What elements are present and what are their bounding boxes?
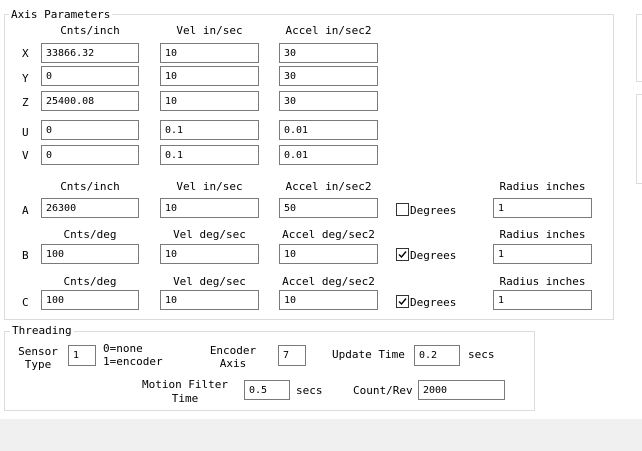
axis-label-a: A	[22, 204, 29, 217]
c-degrees-label[interactable]: Degrees	[410, 296, 457, 309]
x-counts-input[interactable]	[41, 43, 139, 63]
a-degrees-label[interactable]: Degrees	[410, 204, 457, 217]
c-radius-header: Radius inches	[499, 275, 586, 288]
header-counts: Cnts/inch	[60, 24, 120, 37]
c-accel-header: Accel deg/sec2	[282, 275, 375, 288]
b-counts-header: Cnts/deg	[63, 228, 117, 241]
checkmark-icon	[398, 250, 407, 259]
c-degrees-checkbox[interactable]	[396, 295, 409, 308]
update-time-unit: secs	[468, 348, 495, 361]
axis-parameters-title: Axis Parameters	[11, 8, 111, 21]
c-accel-input[interactable]	[279, 290, 378, 310]
a-accel-input[interactable]	[279, 198, 378, 218]
y-counts-input[interactable]	[41, 66, 139, 86]
a-accel-header: Accel in/sec2	[285, 180, 372, 193]
b-accel-header: Accel deg/sec2	[282, 228, 375, 241]
c-vel-input[interactable]	[160, 290, 259, 310]
encoder-axis-label-line1: Encoder	[209, 344, 257, 357]
v-counts-input[interactable]	[41, 145, 139, 165]
right-panel-bottom	[636, 94, 642, 184]
encoder-axis-input[interactable]	[278, 345, 306, 366]
a-vel-input[interactable]	[160, 198, 259, 218]
b-vel-input[interactable]	[160, 244, 259, 264]
axis-label-u: U	[22, 126, 29, 139]
axis-label-z: Z	[22, 96, 29, 109]
axis-label-y: Y	[22, 72, 29, 85]
u-counts-input[interactable]	[41, 120, 139, 140]
sensor-type-input[interactable]	[68, 345, 96, 366]
a-radius-header: Radius inches	[499, 180, 586, 193]
v-accel-input[interactable]	[279, 145, 378, 165]
a-counts-input[interactable]	[41, 198, 139, 218]
sensor-help-none: 0=none	[103, 342, 143, 355]
b-radius-header: Radius inches	[499, 228, 586, 241]
header-accel: Accel in/sec2	[285, 24, 372, 37]
z-counts-input[interactable]	[41, 91, 139, 111]
threading-title: Threading	[12, 324, 72, 337]
a-vel-header: Vel in/sec	[176, 180, 243, 193]
b-degrees-checkbox[interactable]	[396, 248, 409, 261]
encoder-axis-label-line2: Axis	[219, 357, 247, 370]
y-accel-input[interactable]	[279, 66, 378, 86]
u-accel-input[interactable]	[279, 120, 378, 140]
count-rev-input[interactable]	[418, 380, 505, 400]
count-rev-label: Count/Rev	[353, 384, 413, 397]
c-vel-header: Vel deg/sec	[173, 275, 246, 288]
c-counts-input[interactable]	[41, 290, 139, 310]
update-time-label: Update Time	[332, 348, 405, 361]
sensor-type-label-line2: Type	[24, 358, 52, 371]
motion-filter-label-line1: Motion Filter	[141, 378, 229, 391]
x-vel-input[interactable]	[160, 43, 259, 63]
right-panel-top	[636, 14, 642, 82]
c-counts-header: Cnts/deg	[63, 275, 117, 288]
z-accel-input[interactable]	[279, 91, 378, 111]
b-vel-header: Vel deg/sec	[173, 228, 246, 241]
b-counts-input[interactable]	[41, 244, 139, 264]
motion-filter-label-line2: Time	[171, 392, 199, 405]
header-vel: Vel in/sec	[176, 24, 243, 37]
axis-label-v: V	[22, 149, 29, 162]
y-vel-input[interactable]	[160, 66, 259, 86]
b-degrees-label[interactable]: Degrees	[410, 249, 457, 262]
u-vel-input[interactable]	[160, 120, 259, 140]
update-time-input[interactable]	[414, 345, 460, 366]
axis-label-x: X	[22, 47, 29, 60]
b-accel-input[interactable]	[279, 244, 378, 264]
checkmark-icon	[398, 297, 407, 306]
motion-filter-input[interactable]	[244, 380, 290, 400]
b-radius-input[interactable]	[493, 244, 592, 264]
a-degrees-checkbox[interactable]	[396, 203, 409, 216]
sensor-help-encoder: 1=encoder	[103, 355, 163, 368]
axis-label-c: C	[22, 296, 29, 309]
c-radius-input[interactable]	[493, 290, 592, 310]
a-radius-input[interactable]	[493, 198, 592, 218]
a-counts-header: Cnts/inch	[60, 180, 120, 193]
x-accel-input[interactable]	[279, 43, 378, 63]
sensor-type-label-line1: Sensor	[18, 345, 58, 358]
axis-label-b: B	[22, 249, 29, 262]
motion-filter-unit: secs	[296, 384, 323, 397]
v-vel-input[interactable]	[160, 145, 259, 165]
bottom-bar	[0, 419, 642, 451]
z-vel-input[interactable]	[160, 91, 259, 111]
